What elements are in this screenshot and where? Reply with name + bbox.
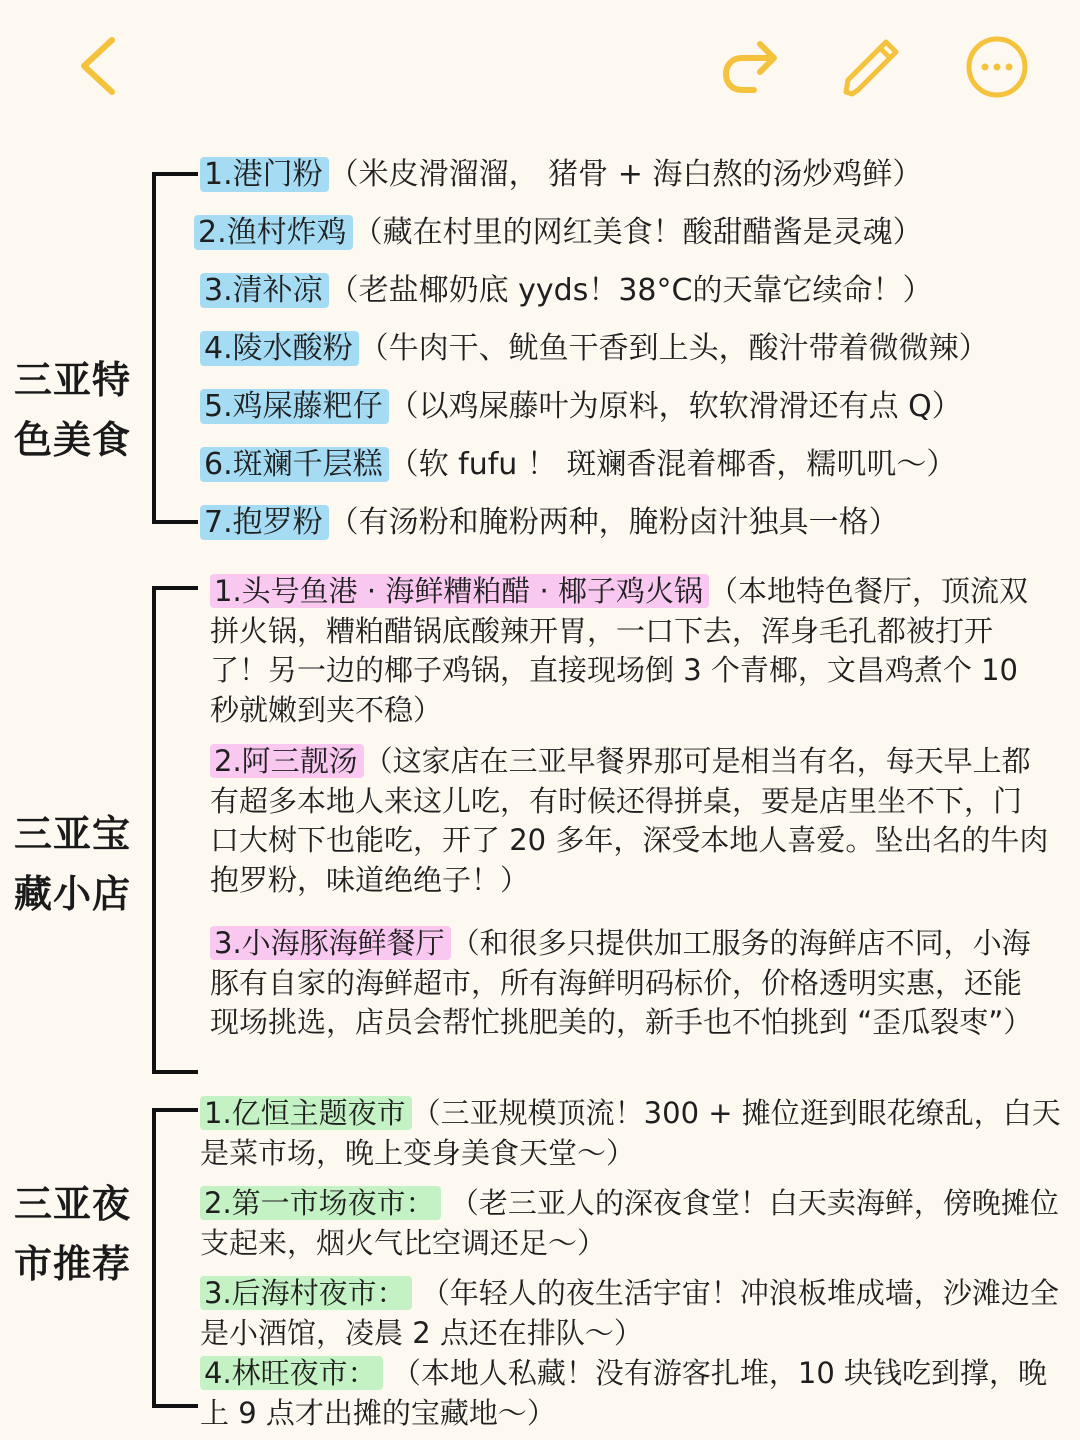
section-label-food: 三亚特 色美食 bbox=[14, 358, 132, 462]
night-market-item bbox=[200, 1184, 1062, 1263]
night-market-desc: （本地人私藏！没有游客扎堆，10 块钱吃到撑，晚上 9 点才出摊的宝藏地～） bbox=[200, 1356, 1048, 1430]
food-item-name: 3.清补凉 bbox=[200, 273, 329, 308]
top-toolbar bbox=[0, 0, 1080, 130]
more-dots-icon[interactable] bbox=[964, 34, 1030, 100]
food-item-name: 2.渔村炸鸡 bbox=[194, 215, 353, 250]
food-item bbox=[200, 387, 962, 427]
food-item-desc: （软 fufu ！ 斑斓香混着椰香，糯叽叽～） bbox=[388, 447, 957, 482]
night-market-item bbox=[200, 1354, 1062, 1433]
section-label-night: 三亚夜 市推荐 bbox=[14, 1182, 132, 1286]
food-item-desc: （藏在村里的网红美食！酸甜醋酱是灵魂） bbox=[352, 215, 923, 250]
night-market-name: 2.第一市场夜市： bbox=[200, 1186, 441, 1220]
night-market-item bbox=[200, 1274, 1062, 1353]
food-item-name: 6.斑斓千层糕 bbox=[200, 447, 389, 482]
food-item-desc: （米皮滑溜溜， 猪骨 + 海白熬的汤炒鸡鲜） bbox=[328, 157, 923, 192]
food-item bbox=[200, 155, 922, 195]
shop-item-desc: （这家店在三亚早餐界那可是相当有名，每天早上都有超多本地人来这儿吃，有时候还得拼桌，要是店里坐不下，门口大树下也能吃，开了 20 多年，深受本地人喜爱。坠出名的牛肉抱罗粉，味道绝绝子！） bbox=[210, 744, 1049, 897]
food-item-name: 1.港门粉 bbox=[200, 157, 329, 192]
bracket-night bbox=[152, 1108, 198, 1408]
bracket-shops bbox=[152, 586, 198, 1074]
food-item bbox=[194, 213, 923, 253]
pencil-icon[interactable] bbox=[840, 32, 906, 98]
food-item bbox=[200, 503, 899, 543]
night-market-name: 3.后海村夜市： bbox=[200, 1276, 412, 1310]
food-item-name: 7.抱罗粉 bbox=[200, 505, 329, 540]
bracket-food bbox=[152, 172, 198, 524]
night-market-name: 1.亿恒主题夜市 bbox=[200, 1096, 412, 1130]
chevron-left-icon[interactable] bbox=[74, 34, 124, 98]
food-item-name: 5.鸡屎藤粑仔 bbox=[200, 389, 389, 424]
food-item-desc: （牛肉干、鱿鱼干香到上头，酸汁带着微微辣） bbox=[358, 331, 989, 366]
food-item-name: 4.陵水酸粉 bbox=[200, 331, 359, 366]
shop-item-desc: （本地特色餐厅，顶流双拼火锅，糟粕醋锅底酸辣开胃，一口下去，浑身毛孔都被打开了！另一边的椰子鸡锅，直接现场倒 3 个青椰，文昌鸡煮个 10 秒就嫩到夹不稳） bbox=[210, 574, 1028, 727]
shop-item bbox=[210, 742, 1050, 900]
redo-arrow-icon[interactable] bbox=[720, 36, 782, 96]
food-item bbox=[200, 445, 956, 485]
shop-item-name: 2.阿三靓汤 bbox=[210, 744, 364, 778]
food-item bbox=[200, 271, 932, 311]
night-market-desc: （年轻人的夜生活宇宙！冲浪板堆成墙，沙滩边全是小酒馆，凌晨 2 点还在排队～） bbox=[200, 1276, 1059, 1350]
food-item bbox=[200, 329, 989, 369]
shop-item bbox=[210, 572, 1050, 730]
shop-item-name: 3.小海豚海鲜餐厅 bbox=[210, 926, 451, 960]
shop-item bbox=[210, 924, 1050, 1043]
food-item-desc: （有汤粉和腌粉两种，腌粉卤汁独具一格） bbox=[328, 505, 899, 540]
night-market-name: 4.林旺夜市： bbox=[200, 1356, 383, 1390]
shop-item-desc: （和很多只提供加工服务的海鲜店不同，小海豚有自家的海鲜超市，所有海鲜明码标价，价格透明实惠，还能现场挑选，店员会帮忙挑肥美的，新手也不怕挑到 “歪瓜裂枣”） bbox=[210, 926, 1033, 1039]
night-market-item bbox=[200, 1094, 1062, 1173]
shop-item-name: 1.头号鱼港 · 海鲜糟粕醋 · 椰子鸡火锅 bbox=[210, 574, 709, 608]
night-market-desc: （老三亚人的深夜食堂！白天卖海鲜，傍晚摊位支起来，烟火气比空调还足～） bbox=[200, 1186, 1059, 1260]
food-item-desc: （以鸡屎藤叶为原料，软软滑滑还有点 Q） bbox=[388, 389, 962, 424]
night-market-desc: （三亚规模顶流！300 + 摊位逛到眼花缭乱，白天是菜市场，晚上变身美食天堂～） bbox=[200, 1096, 1061, 1170]
section-label-shops: 三亚宝 藏小店 bbox=[14, 812, 132, 916]
food-item-desc: （老盐椰奶底 yyds！38°C的天靠它续命！） bbox=[328, 273, 933, 308]
